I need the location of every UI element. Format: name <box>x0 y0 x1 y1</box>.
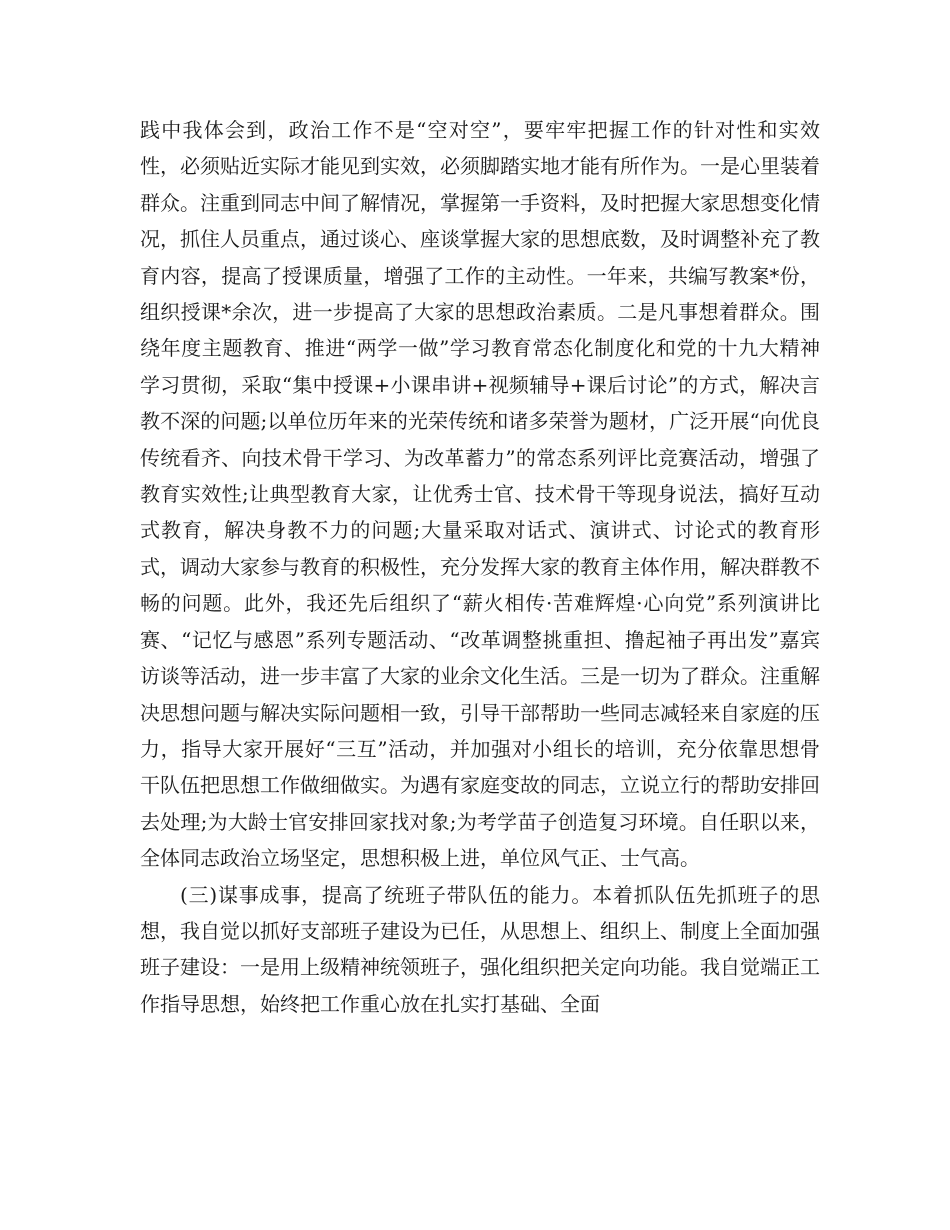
body-paragraph-2: (三)谋事成事，提高了统班子带队伍的能力。本着抓队伍先抓班子的思想，我自觉以抓好支部班子建设为已任，从思想上、组织上、制度上全面加强班子建设：一是用上级精神统领班子，强化组织把关定向功能。我自觉端正工作指导思想，始终把工作重心放在扎实打基础、全面 <box>140 882 820 1016</box>
document-page <box>140 112 820 1022</box>
body-paragraph-1: 践中我体会到，政治工作不是“空对空”，要牢牢把握工作的针对性和实效性，必须贴近实际才能见到实效，必须脚踏实地才能有所作为。一是心里装着群众。注重到同志中间了解情况，掌握第一手资料，及时把握大家思想变化情况，抓住人员重点，通过谈心、座谈掌握大家的思想底数，及时调整补充了教育内容，提高了授课质量，增强了工作的主动性。一年来，共编写教案*份，组织授课*余次，进一步提高了大家的思想政治素质。二是凡事想着群众。围绕年度主题教育、推进“两学一做”学习教育常态化制度化和党的十九大精神学习贯彻，采取“集中授课+小课串讲+视频辅导+课后讨论”的方式，解决言教不深的问题;以单位历年来的光荣传统和诸多荣誉为题材，广泛开展“向优良传统看齐、向技术骨干学习、为改革蓄力”的常态系列评比竞赛活动，增强了教育实效性;让典型教育大家，让优秀士官、技术骨干等现身说法，搞好互动式教育，解决身教不力的问题;大量采取对话式、演讲式、讨论式的教育形式，调动大家参与教育的积极性，充分发挥大家的教育主体作用，解决群教不畅的问题。此外，我还先后组织了“薪火相传·苦难辉煌·心向党”系列演讲比赛、“记忆与感恩”系列专题活动、“改革调整挑重担、撸起袖子再出发”嘉宾访谈等活动，进一步丰富了大家的业余文化生活。三是一切为了群众。注重解决思想问题与解决实际问题相一致，引导干部帮助一些同志减轻来自家庭的压力，指导大家开展好“三互”活动，并加强对小组长的培训，充分依靠思想骨干队伍把思想工作做细做实。为遇有家庭变故的同志，立说立行的帮助安排回去处理;为大龄士官安排回家找对象;为考学苗子创造复习环境。自任职以来，全体同志政治立场坚定，思想积极上进，单位风气正、士气高。 <box>140 118 820 871</box>
